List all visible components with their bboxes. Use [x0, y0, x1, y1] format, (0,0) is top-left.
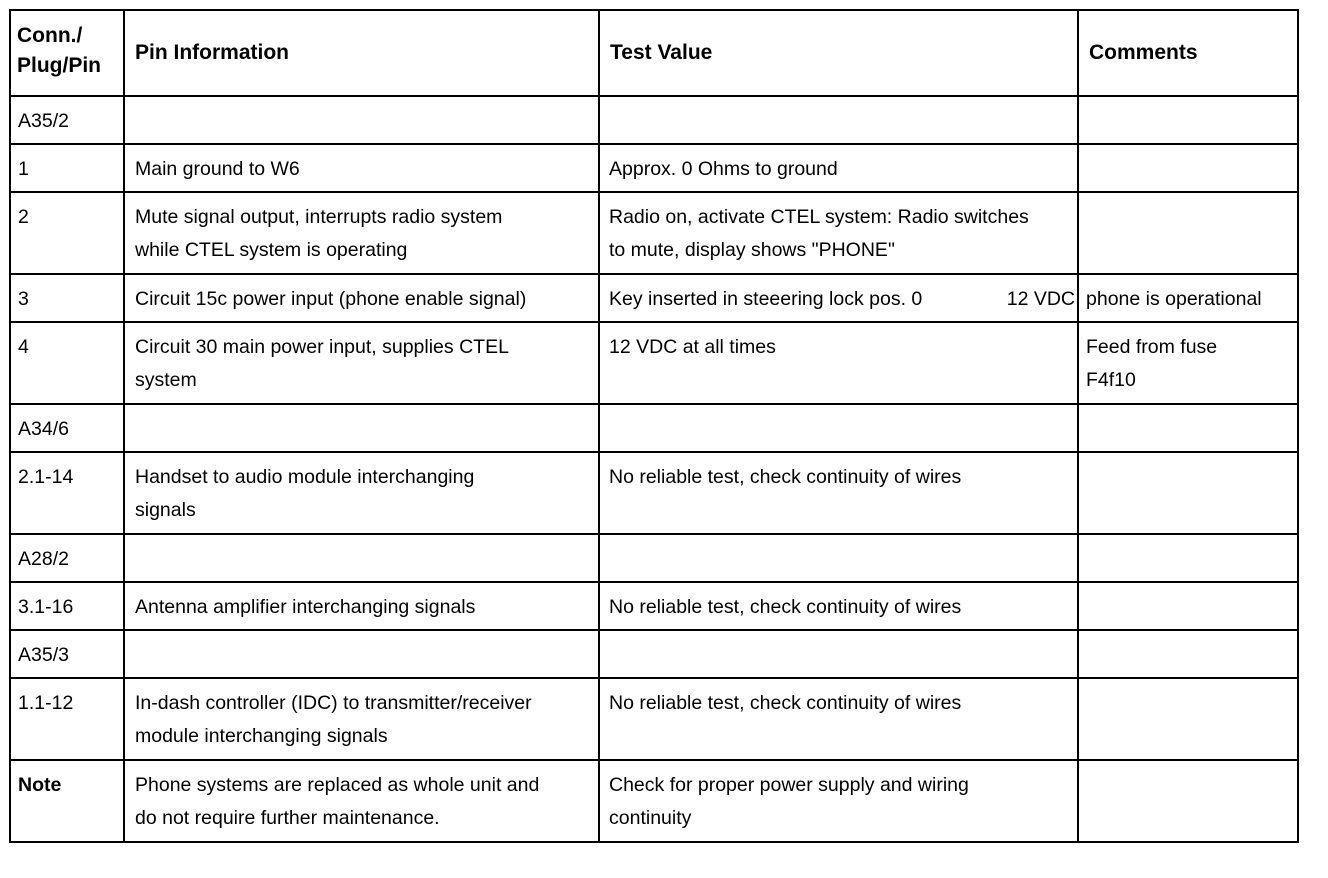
header-comments [1078, 10, 1298, 96]
conn-plug-pin-cell [10, 322, 124, 404]
table-row [10, 760, 1298, 842]
header-row [10, 10, 1298, 96]
pin-test-table [9, 9, 1299, 843]
comments-line: phone is operational [1086, 288, 1262, 310]
pin-information-cell [124, 144, 599, 192]
comments-value [1079, 631, 1297, 639]
table-body [10, 96, 1298, 842]
comments-value [1079, 679, 1297, 687]
test-value-cell [599, 96, 1078, 144]
pin-information-cell [124, 274, 599, 322]
comments-value [1079, 583, 1297, 591]
pin-information-value [125, 631, 598, 639]
test-value-line: No reliable test, check continuity of wires [609, 466, 962, 488]
conn-plug-pin-value: 4 [18, 336, 29, 358]
test-value-cell [599, 760, 1078, 842]
pin-information-line: signals [135, 499, 196, 521]
test-value-line: Radio on, activate CTEL system: Radio switches [609, 206, 1029, 228]
pin-information-line: system [135, 369, 197, 391]
comments-cell [1078, 192, 1298, 274]
comments-value [1079, 405, 1297, 413]
table-row [10, 274, 1298, 322]
conn-plug-pin-cell [10, 192, 124, 274]
test-value-value [600, 405, 1077, 413]
conn-plug-pin-value: 1 [18, 158, 29, 180]
pin-information-line: module interchanging signals [135, 725, 388, 747]
test-value-cell [599, 144, 1078, 192]
pin-information-cell [124, 322, 599, 404]
pin-information-cell [124, 582, 599, 630]
pin-information-value [125, 761, 598, 835]
conn-plug-pin-value: 3.1-16 [18, 596, 74, 618]
comments-value [1079, 453, 1297, 461]
conn-plug-pin-value: 3 [18, 288, 29, 310]
pin-information-line: Handset to audio module interchanging [135, 466, 475, 488]
test-value-line: No reliable test, check continuity of wires [609, 596, 962, 618]
table-row [10, 322, 1298, 404]
test-value-cell [599, 322, 1078, 404]
pin-information-line: do not require further maintenance. [135, 807, 440, 829]
conn-plug-pin-value: 1.1-12 [18, 692, 74, 714]
conn-plug-pin-value: A34/6 [18, 418, 69, 440]
conn-plug-pin-cell [10, 404, 124, 452]
header-pin-information [124, 10, 599, 96]
conn-plug-pin-cell [10, 144, 124, 192]
header-test-value [599, 10, 1078, 96]
comments-cell [1078, 96, 1298, 144]
table-row [10, 630, 1298, 678]
comments-value [1079, 193, 1297, 201]
test-value-value [600, 761, 1077, 835]
pin-information-line: Phone systems are replaced as whole unit and [135, 774, 540, 796]
test-value-value [600, 535, 1077, 543]
test-value-cell [599, 192, 1078, 274]
test-value-cell [599, 404, 1078, 452]
conn-plug-pin-cell [10, 630, 124, 678]
pin-information-line: Circuit 30 main power input, supplies CTEL [135, 336, 509, 358]
test-value-cell [599, 582, 1078, 630]
comments-value [1079, 97, 1297, 105]
test-value-line: Approx. 0 Ohms to ground [609, 158, 838, 180]
pin-information-line: while CTEL system is operating [135, 239, 408, 261]
comments-line: F4f10 [1086, 369, 1136, 391]
test-value-value [600, 145, 1077, 186]
pin-information-cell [124, 404, 599, 452]
test-value-line: to mute, display shows "PHONE" [609, 239, 895, 261]
header-test-value-label: Test Value [610, 41, 713, 64]
comments-cell [1078, 452, 1298, 534]
pin-information-cell [124, 96, 599, 144]
test-value-value [600, 97, 1077, 105]
conn-plug-pin-value: A35/3 [18, 644, 69, 666]
conn-plug-pin-cell [10, 452, 124, 534]
table-row [10, 452, 1298, 534]
table-row [10, 192, 1298, 274]
conn-plug-pin-cell [10, 678, 124, 760]
pin-information-cell [124, 630, 599, 678]
conn-plug-pin-value: A35/2 [18, 110, 69, 132]
header-comments-label: Comments [1089, 41, 1198, 64]
comments-cell [1078, 322, 1298, 404]
test-value-line: No reliable test, check continuity of wires [609, 692, 962, 714]
comments-cell [1078, 678, 1298, 760]
table-row [10, 678, 1298, 760]
pin-information-value [125, 275, 598, 316]
comments-value [1079, 761, 1297, 769]
test-value-cell [599, 534, 1078, 582]
header-pin-information-label: Pin Information [135, 41, 289, 64]
pin-information-cell [124, 534, 599, 582]
pin-information-value [125, 145, 598, 186]
header-conn-line1: Conn./ [17, 24, 83, 47]
table-row [10, 144, 1298, 192]
pin-information-value [125, 193, 598, 267]
pin-information-value [125, 535, 598, 543]
conn-plug-pin-cell [10, 274, 124, 322]
comments-cell [1078, 404, 1298, 452]
test-value-value [600, 453, 1077, 494]
conn-plug-pin-cell [10, 96, 124, 144]
pin-information-cell [124, 192, 599, 274]
pin-information-value [125, 583, 598, 624]
pin-information-value [125, 679, 598, 753]
comments-value [1079, 275, 1297, 316]
comments-line: Feed from fuse [1086, 336, 1218, 358]
test-value-line: Check for proper power supply and wiring [609, 774, 969, 796]
pin-information-line: Antenna amplifier interchanging signals [135, 596, 476, 618]
table-row [10, 534, 1298, 582]
test-value-cell [599, 452, 1078, 534]
test-value-line: 12 VDC at all times [609, 336, 776, 358]
test-value-value [600, 193, 1077, 267]
test-value-value [600, 631, 1077, 639]
comments-cell [1078, 760, 1298, 842]
comments-cell [1078, 534, 1298, 582]
header-conn-line2: Plug/Pin [17, 54, 101, 77]
pin-information-cell [124, 452, 599, 534]
conn-plug-pin-cell [10, 534, 124, 582]
pin-information-value [125, 97, 598, 105]
header-conn-plug-pin [10, 10, 124, 96]
pin-information-value [125, 405, 598, 413]
test-value-value [600, 323, 1077, 364]
comments-value [1079, 323, 1297, 397]
conn-plug-pin-value: A28/2 [18, 548, 69, 570]
conn-plug-pin-cell [10, 582, 124, 630]
test-value-cell [599, 274, 1078, 322]
table-row [10, 582, 1298, 630]
comments-value [1079, 535, 1297, 543]
conn-plug-pin-cell [10, 760, 124, 842]
test-value-cell [599, 630, 1078, 678]
pin-information-line: Circuit 15c power input (phone enable signal) [135, 288, 527, 310]
pin-information-cell [124, 760, 599, 842]
table-row [10, 96, 1298, 144]
test-value-value [600, 679, 1077, 720]
comments-cell [1078, 274, 1298, 322]
conn-plug-pin-value: 2 [18, 206, 29, 228]
conn-plug-pin-value: 2.1-14 [18, 466, 74, 488]
test-value-line: Key inserted in steeering lock pos. 0 [609, 288, 923, 310]
test-value-line: continuity [609, 807, 692, 829]
comments-cell [1078, 630, 1298, 678]
pin-information-line: In-dash controller (IDC) to transmitter/receiver [135, 692, 532, 714]
pin-information-value [125, 323, 598, 397]
comments-cell [1078, 144, 1298, 192]
pin-information-cell [124, 678, 599, 760]
test-value-value [600, 583, 1077, 624]
pin-information-value [125, 453, 598, 527]
pin-information-line: Main ground to W6 [135, 158, 300, 180]
test-value-voltage: 12 VDC [1006, 288, 1075, 310]
comments-value [1079, 145, 1297, 153]
test-value-value [600, 275, 1077, 316]
comments-cell [1078, 582, 1298, 630]
test-value-cell [599, 678, 1078, 760]
table-row [10, 404, 1298, 452]
pin-information-line: Mute signal output, interrupts radio system [135, 206, 503, 228]
conn-plug-pin-value: Note [18, 774, 62, 796]
